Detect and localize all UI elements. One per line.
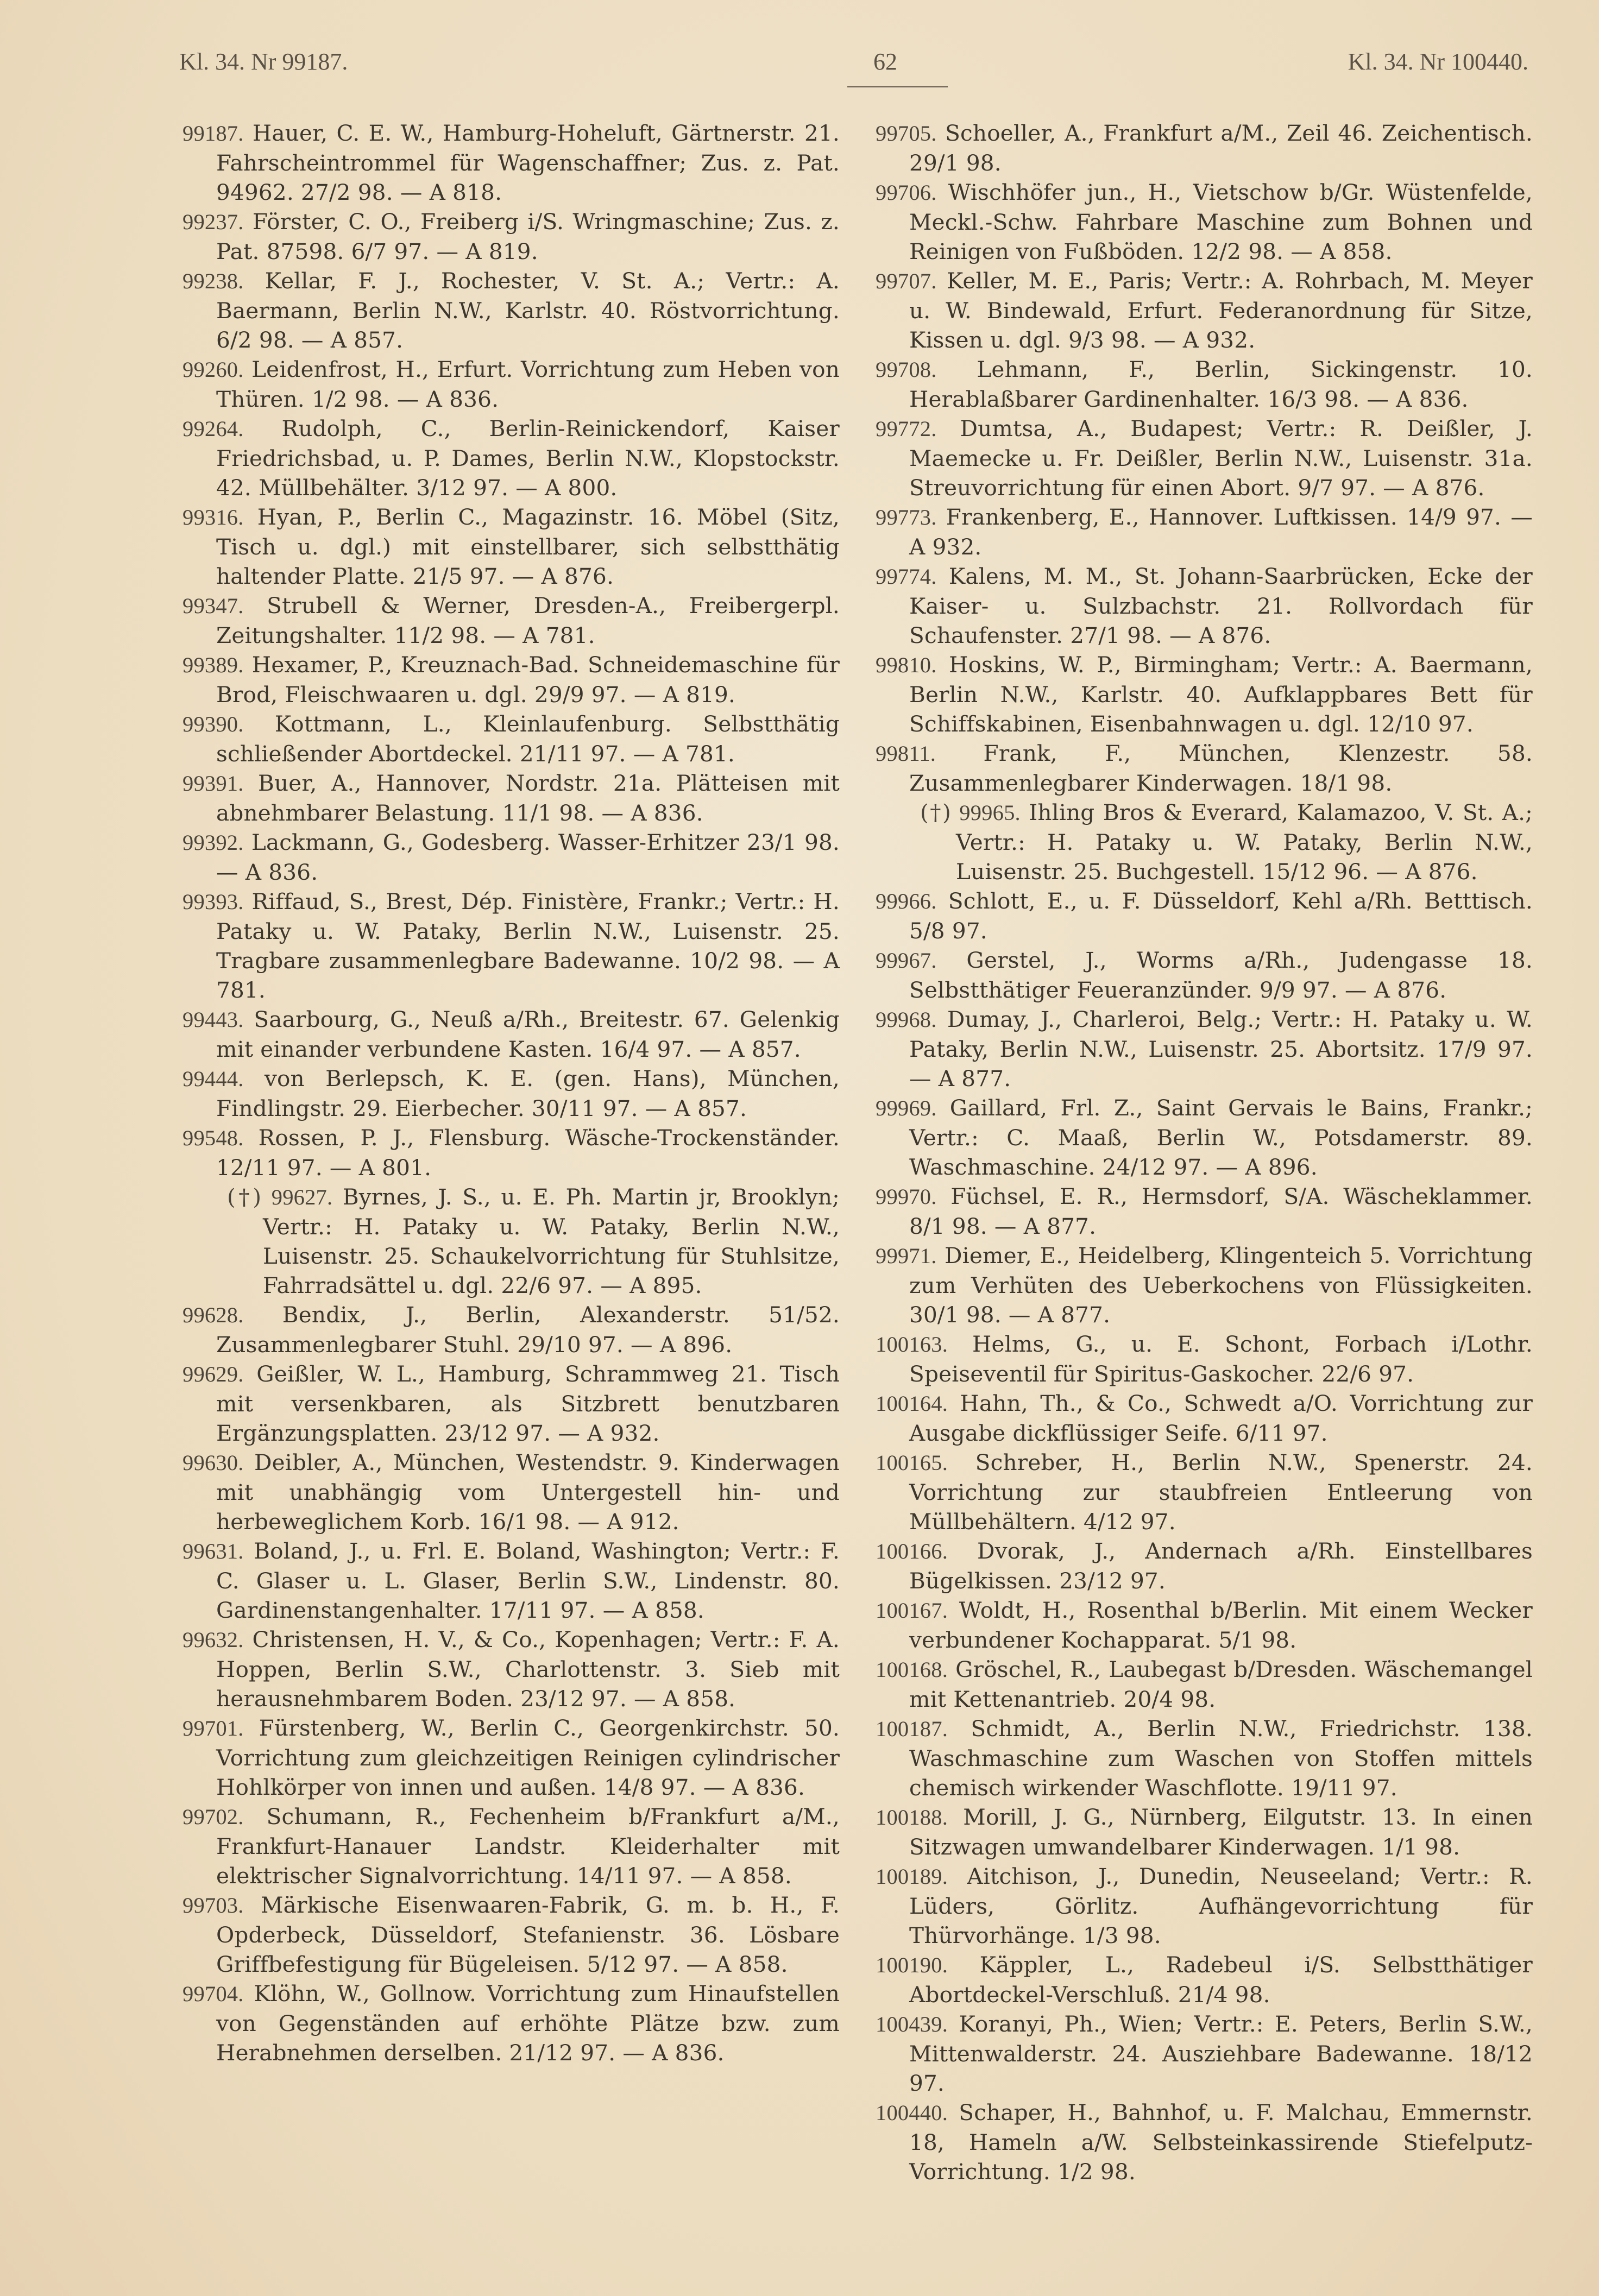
patent-description: Koranyi, Ph., Wien; Vertr.: E. Peters, Berlin S.W., Mittenwalderstr. 24. Ausziehbare Badewanne. 18/12 97. xyxy=(909,2011,1533,2096)
patent-entry xyxy=(182,118,840,207)
patent-description: Boland, J., u. Frl. E. Boland, Washington; Vertr.: F. C. Glaser u. L. Glaser, Berlin S.W., Lindenstr. 80. Gardinenstangenhalter. 17/11 97. — A 858. xyxy=(216,1538,840,1623)
patent-entry xyxy=(876,118,1533,178)
patent-entry xyxy=(876,502,1533,562)
patent-description: Schaper, H., Bahnhof, u. F. Malchau, Emmernstr. 18, Hameln a/W. Selbsteinkassirende Stiefelputz-Vorrichtung. 1/2 98. xyxy=(909,2099,1533,2185)
patent-number: 100439. xyxy=(876,2012,948,2036)
patent-description: Dvorak, J., Andernach a/Rh. Einstellbares Bügelkissen. 23/12 97. xyxy=(909,1538,1533,1594)
patent-description: Schreber, H., Berlin N.W., Spenerstr. 24. Vorrichtung zur staubfreien Entleerung von Müllbehältern. 4/12 97. xyxy=(909,1449,1533,1535)
patent-entry xyxy=(182,207,840,266)
patent-entry xyxy=(182,1536,840,1625)
patent-description: Gaillard, Frl. Z., Saint Gervais le Bains, Frankr.; Vertr.: C. Maaß, Berlin W., Potsdamerstr. 89. Waschmaschine. 24/12 97. — A 896. xyxy=(909,1095,1533,1180)
patent-number: 99390. xyxy=(182,712,244,736)
patent-number: 99548. xyxy=(182,1126,244,1150)
patent-number: 99631. xyxy=(182,1539,244,1563)
patent-description: Gröschel, R., Laubegast b/Dresden. Wäschemangel mit Kettenantrieb. 20/4 98. xyxy=(909,1656,1533,1712)
patent-number: 99811. xyxy=(876,741,936,766)
patent-number: 100166. xyxy=(876,1539,948,1563)
patent-description: Morill, J. G., Nürnberg, Eilgutstr. 13. In einen Sitzwagen umwandelbarer Kinderwagen. 1/1 98. xyxy=(909,1804,1533,1860)
patent-number: 99702. xyxy=(182,1805,244,1829)
patent-entry xyxy=(876,178,1533,266)
patent-entry xyxy=(182,1359,840,1448)
patent-description: Hexamer, P., Kreuznach-Bad. Schneidemaschine für Brod, Fleischwaaren u. dgl. 29/9 97. — A 819. xyxy=(216,652,840,708)
patent-number: 100189. xyxy=(876,1864,948,1889)
patent-entry xyxy=(876,886,1533,945)
patent-number: 99705. xyxy=(876,121,937,146)
patent-number: 99187. xyxy=(182,121,244,146)
patent-entry xyxy=(876,1714,1533,1802)
patent-entry xyxy=(876,1389,1533,1448)
patent-entry xyxy=(182,1448,840,1536)
patent-number: 99970. xyxy=(876,1184,937,1209)
patent-description: Schumann, R., Fechenheim b/Frankfurt a/M., Frankfurt-Hanauer Landstr. Kleiderhalter mit elektrischer Signalvorrichtung. 14/11 97. — A 858. xyxy=(216,1803,840,1889)
patent-description: Christensen, H. V., & Co., Kopenhagen; Vertr.: F. A. Hoppen, Berlin S.W., Charlottenstr. 3. Sieb mit herausnehmbarem Boden. 23/12 97. — A 858. xyxy=(216,1626,840,1712)
running-header xyxy=(179,48,1528,91)
patent-entry xyxy=(876,2009,1533,2098)
patent-entry xyxy=(876,1093,1533,1182)
page-number: 62 xyxy=(873,48,897,75)
left-column xyxy=(182,118,840,2067)
patent-entry xyxy=(182,1890,840,1979)
patent-number: 100168. xyxy=(876,1657,948,1682)
patent-entry xyxy=(182,1182,840,1300)
patent-description: Leidenfrost, H., Erfurt. Vorrichtung zum Heben von Thüren. 1/2 98. — A 836. xyxy=(216,356,840,412)
patent-entry xyxy=(876,1862,1533,1950)
patent-description: Klöhn, W., Gollnow. Vorrichtung zum Hinaufstellen von Gegenständen auf erhöhte Plätze bzw. zum Herabnehmen derselben. 21/12 97. — A 836. xyxy=(216,1980,840,2066)
patent-description: Kellar, F. J., Rochester, V. St. A.; Vertr.: A. Baermann, Berlin N.W., Karlstr. 40. Röstvorrichtung. 6/2 98. — A 857. xyxy=(216,268,840,353)
patent-description: Geißler, W. L., Hamburg, Schrammweg 21. Tisch mit versenkbaren, als Sitzbrett benutzbaren Ergänzungsplatten. 23/12 97. — A 932. xyxy=(216,1361,840,1446)
patent-entry xyxy=(182,355,840,414)
right-column xyxy=(876,118,1533,2186)
patent-description: Hauer, C. E. W., Hamburg-Hoheluft, Gärtnerstr. 21. Fahrscheintrommel für Wagenschaffner; Zus. z. Pat. 94962. 27/2 98. — A 818. xyxy=(216,120,840,205)
patent-number: 99237. xyxy=(182,210,244,234)
patent-description: Hyan, P., Berlin C., Magazinstr. 16. Möbel (Sitz, Tisch u. dgl.) mit einstellbarer, sich selbstthätig haltender Platte. 21/5 97. — A 876. xyxy=(216,504,840,589)
patent-number: 99810. xyxy=(876,653,937,677)
patent-number: 100188. xyxy=(876,1805,948,1830)
patent-entry xyxy=(876,562,1533,650)
patent-description: Buer, A., Hannover, Nordstr. 21a. Plätteisen mit abnehmbarer Belastung. 11/1 98. — A 836. xyxy=(216,770,840,826)
patent-entry xyxy=(182,414,840,502)
patent-entry xyxy=(182,1005,840,1064)
patent-description: Woldt, H., Rosenthal b/Berlin. Mit einem Wecker verbundener Kochapparat. 5/1 98. xyxy=(909,1597,1533,1653)
patent-number: 99708. xyxy=(876,357,937,382)
patent-description: Strubell & Werner, Dresden-A., Freibergerpl. Zeitungshalter. 11/2 98. — A 781. xyxy=(216,592,840,648)
patent-entry xyxy=(182,1064,840,1123)
patent-entry xyxy=(182,650,840,709)
patent-entry xyxy=(182,591,840,650)
patent-entry xyxy=(876,1655,1533,1714)
patent-number: 99703. xyxy=(182,1893,244,1917)
patent-entry xyxy=(182,828,840,887)
patent-number: 99444. xyxy=(182,1067,244,1091)
patent-number: 99392. xyxy=(182,830,244,855)
patent-description: Schoeller, A., Frankfurt a/M., Zeil 46. Zeichentisch. 29/1 98. xyxy=(909,120,1533,176)
deceased-marker: (†) xyxy=(920,799,951,825)
patent-description: Rossen, P. J., Flensburg. Wäsche-Trockenständer. 12/11 97. — A 801. xyxy=(216,1125,840,1181)
patent-description: Aitchison, J., Dunedin, Neuseeland; Vertr.: R. Lüders, Görlitz. Aufhängevorrichtung für Thürvorhänge. 1/3 98. xyxy=(909,1863,1533,1948)
patent-entry xyxy=(876,266,1533,355)
patent-description: Wischhöfer jun., H., Vietschow b/Gr. Wüstenfelde, Meckl.-Schw. Fahrbare Maschine zum Bohnen und Reinigen von Fußböden. 12/2 98. — A 858. xyxy=(909,179,1533,264)
patent-entry xyxy=(876,2098,1533,2186)
patent-description: Märkische Eisenwaaren-Fabrik, G. m. b. H., F. Opderbeck, Düsseldorf, Stefanienstr. 36. Lösbare Griffbefestigung für Bügeleisen. 5/12 97. — A 858. xyxy=(216,1892,840,1977)
patent-number: 99264. xyxy=(182,417,244,441)
patent-entry xyxy=(876,1536,1533,1595)
patent-description: Keller, M. E., Paris; Vertr.: A. Rohrbach, M. Meyer u. W. Bindewald, Erfurt. Federanordnung für Sitze, Kissen u. dgl. 9/3 98. — A 932. xyxy=(909,268,1533,353)
patent-number: 100164. xyxy=(876,1391,948,1416)
patent-entry xyxy=(182,1802,840,1890)
patent-number: 100187. xyxy=(876,1717,948,1741)
patent-description: Byrnes, J. S., u. E. Ph. Martin jr, Brooklyn; Vertr.: H. Pataky u. W. Pataky, Berlin N.W., Luisenstr. 25. Schaukelvorrichtung für Stuhlsitze, Fahrradsättel u. dgl. 22/6 97. — A 895. xyxy=(263,1184,840,1298)
patent-entry xyxy=(182,1979,840,2067)
patent-entry xyxy=(876,1005,1533,1093)
patent-number: 99443. xyxy=(182,1007,244,1032)
patent-entry xyxy=(182,1123,840,1182)
patent-entry xyxy=(876,1241,1533,1329)
patent-number: 99628. xyxy=(182,1303,244,1327)
patent-number: 99966. xyxy=(876,889,937,913)
patent-number: 99965. xyxy=(959,800,1021,825)
patent-description: Förster, C. O., Freiberg i/S. Wringmaschine; Zus. z. Pat. 87598. 6/7 97. — A 819. xyxy=(216,209,840,264)
patent-description: Rudolph, C., Berlin-Reinickendorf, Kaiser Friedrichsbad, u. P. Dames, Berlin N.W., Klopstockstr. 42. Müllbehälter. 3/12 97. — A 800. xyxy=(216,415,840,501)
patent-description: Kottmann, L., Kleinlaufenburg. Selbstthätig schließender Abortdeckel. 21/11 97. — A 781. xyxy=(216,711,840,767)
patent-description: Frank, F., München, Klenzestr. 58. Zusammenlegbarer Kinderwagen. 18/1 98. xyxy=(909,740,1533,796)
patent-number: 99630. xyxy=(182,1450,244,1475)
patent-description: Fürstenberg, W., Berlin C., Georgenkirchstr. 50. Vorrichtung zum gleichzeitigen Reinigen cylindrischer Hohlkörper von innen und außen. 14/8 97. — A 836. xyxy=(216,1715,840,1800)
patent-entry xyxy=(182,502,840,591)
patent-description: Diemer, E., Heidelberg, Klingenteich 5. Vorrichtung zum Verhüten des Ueberkochens von Flüssigkeiten. 30/1 98. — A 877. xyxy=(909,1242,1533,1328)
patent-number: 100190. xyxy=(876,1953,948,1977)
header-rule xyxy=(847,86,948,87)
patent-entry xyxy=(876,650,1533,739)
patent-number: 99969. xyxy=(876,1096,937,1120)
patent-entry xyxy=(182,266,840,355)
patent-number: 99260. xyxy=(182,357,244,382)
patent-description: Kalens, M. M., St. Johann-Saarbrücken, Ecke der Kaiser- u. Sulzbachstr. 21. Rollvordach für Schaufenster. 27/1 98. — A 876. xyxy=(909,563,1533,648)
patent-entry xyxy=(876,1950,1533,2009)
patent-number: 99706. xyxy=(876,180,937,205)
patent-number: 99968. xyxy=(876,1007,937,1032)
patent-description: Ihling Bros & Everard, Kalamazoo, V. St. A.; Vertr.: H. Pataky u. W. Pataky, Berlin N.W., Luisenstr. 25. Buchgestell. 15/12 96. — A 876. xyxy=(956,799,1533,885)
patent-description: Füchsel, E. R., Hermsdorf, S/A. Wäscheklammer. 8/1 98. — A 877. xyxy=(909,1183,1533,1239)
patent-description: Käppler, L., Radebeul i/S. Selbstthätiger Abortdeckel-Verschluß. 21/4 98. xyxy=(909,1952,1533,2008)
patent-number: 100165. xyxy=(876,1450,948,1475)
patent-entry xyxy=(876,945,1533,1005)
patent-number: 99967. xyxy=(876,948,937,973)
patent-number: 99704. xyxy=(182,1982,244,2006)
patent-description: Lackmann, G., Godesberg. Wasser-Erhitzer 23/1 98. — A 836. xyxy=(216,829,840,885)
patent-description: Riffaud, S., Brest, Dép. Finistère, Frankr.; Vertr.: H. Pataky u. W. Pataky, Berlin N.W., Luisenstr. 25. Tragbare zusammenlegbare Badewanne. 10/2 98. — A 781. xyxy=(216,888,840,1003)
patent-number: 99971. xyxy=(876,1244,937,1268)
patent-number: 99632. xyxy=(182,1628,244,1652)
patent-entry xyxy=(182,1625,840,1713)
patent-number: 99627. xyxy=(271,1185,333,1209)
patent-description: Frankenberg, E., Hannover. Luftkissen. 14/9 97. — A 932. xyxy=(909,504,1533,560)
patent-description: Schlott, E., u. F. Düsseldorf, Kehl a/Rh. Betttisch. 5/8 97. xyxy=(909,888,1533,944)
header-right-range: Kl. 34. Nr 100440. xyxy=(1348,48,1528,75)
patent-number: 99772. xyxy=(876,417,937,441)
patent-entry xyxy=(876,414,1533,502)
patent-description: Hoskins, W. P., Birmingham; Vertr.: A. Baermann, Berlin N.W., Karlstr. 40. Aufklappbares Bett für Schiffskabinen, Eisenbahnwagen u. dgl. 12/10 97. xyxy=(909,652,1533,737)
patent-description: Dumtsa, A., Budapest; Vertr.: R. Deißler, J. Maemecke u. Fr. Deißler, Berlin N.W., Luisenstr. 31a. Streuvorrichtung für einen Abort. 9/7 97. — A 876. xyxy=(909,415,1533,501)
patent-entry xyxy=(876,1595,1533,1655)
patent-number: 99389. xyxy=(182,653,244,677)
patent-description: Saarbourg, G., Neuß a/Rh., Breitestr. 67. Gelenkig mit einander verbundene Kasten. 16/4 97. — A 857. xyxy=(216,1006,840,1062)
patent-description: Bendix, J., Berlin, Alexanderstr. 51/52. Zusammenlegbarer Stuhl. 29/10 97. — A 896. xyxy=(216,1302,840,1358)
patent-entry xyxy=(876,1448,1533,1536)
patent-entry xyxy=(182,709,840,768)
patent-number: 100440. xyxy=(876,2101,948,2125)
patent-entry xyxy=(876,798,1533,886)
patent-number: 100167. xyxy=(876,1598,948,1623)
patent-entry xyxy=(876,355,1533,414)
patent-number: 99347. xyxy=(182,594,244,618)
patent-entry xyxy=(182,1300,840,1359)
patent-number: 99707. xyxy=(876,269,937,293)
patent-number: 99391. xyxy=(182,771,244,796)
patent-entry xyxy=(182,1713,840,1802)
patent-description: Helms, G., u. E. Schont, Forbach i/Lothr. Speiseventil für Spiritus-Gaskocher. 22/6 97. xyxy=(909,1331,1533,1387)
patent-description: Dumay, J., Charleroi, Belg.; Vertr.: H. Pataky u. W. Pataky, Berlin N.W., Luisenstr. 25. Abortsitz. 17/9 97. — A 877. xyxy=(909,1006,1533,1092)
patent-number: 99774. xyxy=(876,564,937,589)
patent-number: 99393. xyxy=(182,890,244,914)
patent-description: von Berlepsch, K. E. (gen. Hans), München, Findlingstr. 29. Eierbecher. 30/11 97. — A 857. xyxy=(216,1065,840,1121)
patent-number: 99238. xyxy=(182,269,244,293)
patent-number: 99316. xyxy=(182,505,244,529)
patent-entry xyxy=(876,1182,1533,1241)
patent-entry xyxy=(876,739,1533,798)
header-left-range: Kl. 34. Nr 99187. xyxy=(179,48,348,75)
patent-description: Gerstel, J., Worms a/Rh., Judengasse 18. Selbstthätiger Feueranzünder. 9/9 97. — A 876. xyxy=(909,947,1533,1003)
patent-entry xyxy=(182,768,840,828)
patent-entry xyxy=(182,887,840,1005)
patent-entry xyxy=(876,1802,1533,1862)
patent-description: Lehmann, F., Berlin, Sickingenstr. 10. Herablaßbarer Gardinenhalter. 16/3 98. — A 836. xyxy=(909,356,1533,412)
patent-number: 100163. xyxy=(876,1332,948,1357)
patent-description: Schmidt, A., Berlin N.W., Friedrichstr. 138. Waschmaschine zum Waschen von Stoffen mittels chemisch wirkender Waschflotte. 19/11 97. xyxy=(909,1715,1533,1801)
patent-number: 99629. xyxy=(182,1362,244,1386)
patent-number: 99701. xyxy=(182,1716,244,1740)
patent-number: 99773. xyxy=(876,505,937,529)
patent-entry xyxy=(876,1329,1533,1389)
deceased-marker: (†) xyxy=(227,1184,262,1210)
patent-description: Deibler, A., München, Westendstr. 9. Kinderwagen mit unabhängig vom Untergestell hin- und herbeweglichem Korb. 16/1 98. — A 912. xyxy=(216,1449,840,1535)
patent-description: Hahn, Th., & Co., Schwedt a/O. Vorrichtung zur Ausgabe dickflüssiger Seife. 6/11 97. xyxy=(909,1390,1533,1446)
